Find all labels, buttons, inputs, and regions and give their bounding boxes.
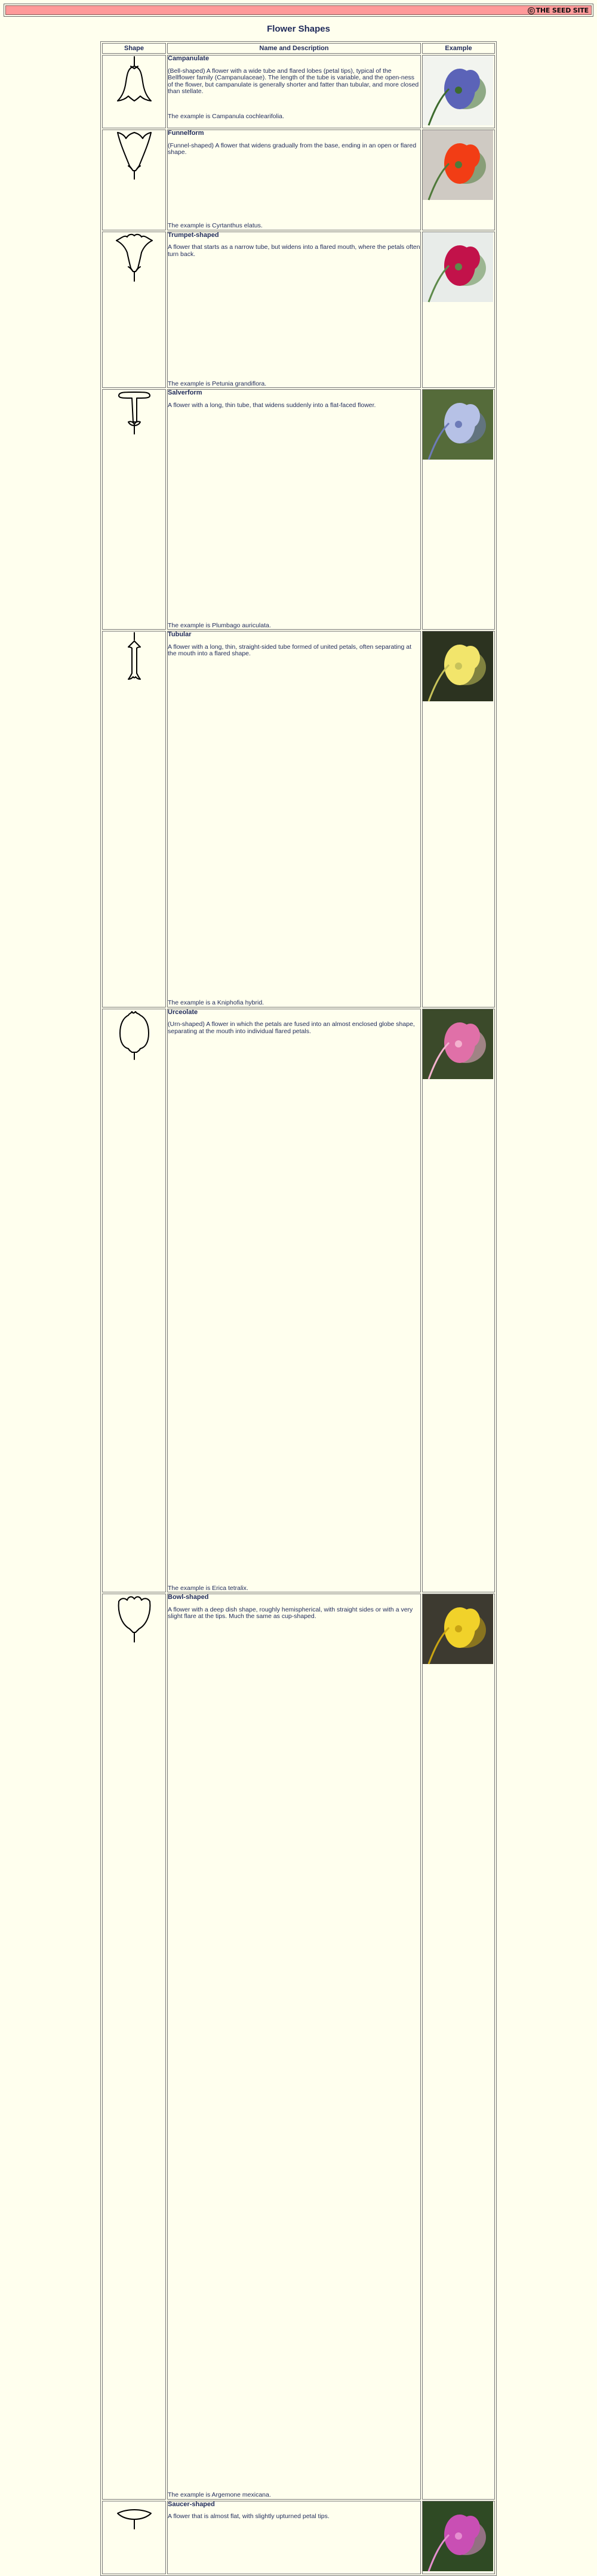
banner [4, 4, 593, 17]
description-cell [167, 389, 421, 630]
example-species-text: The example is a Kniphofia hybrid. [168, 999, 264, 1007]
example-photo [423, 1009, 493, 1079]
example-cell [422, 130, 495, 230]
example-species-text: The example is Argemone mexicana. [168, 2491, 271, 2499]
example-species-text: The example is Petunia grandiflora. [168, 380, 267, 387]
description-cell [167, 631, 421, 1007]
example-photo [423, 2501, 493, 2571]
funnelform-shape-icon [115, 130, 153, 181]
description-cell [167, 2501, 421, 2574]
example-cell [422, 1594, 495, 2500]
flower-shape-description: A flower with a long, thin tube, that widens suddenly into a flat-faced flower. [168, 401, 376, 409]
description-cell [167, 1009, 421, 1593]
flower-shape-description: A flower that is almost flat, with slightly upturned petal tips. [168, 2513, 330, 2520]
header-example: Example [422, 43, 495, 54]
table-row [102, 389, 495, 630]
flower-shape-description: A flower with a long, thin, straight-sided tube formed of united petals, often separating at the mouth into a flared shape. [168, 643, 411, 658]
flower-shape-description: (Urn-shaped) A flower in which the petals are fused into an almost enclosed globe shape, separating at the mouth into individual flared petals. [168, 1021, 415, 1035]
flower-shape-name: Urceolate [168, 1008, 198, 1016]
shape-cell [102, 130, 166, 230]
table-row [102, 130, 495, 230]
example-cell [422, 2501, 495, 2574]
flower-shape-name: Bowl-shaped [168, 1594, 209, 1601]
flower-shape-name: Tubular [168, 631, 192, 639]
shape-cell [102, 1594, 166, 2500]
shape-cell [102, 232, 166, 389]
copyright-icon: © [528, 8, 534, 14]
tubular-shape-icon [115, 631, 153, 683]
flower-shape-name: Funnelform [168, 130, 204, 137]
example-photo [423, 130, 493, 200]
shape-cell [102, 1009, 166, 1593]
salverform-shape-icon [115, 390, 153, 441]
description-cell [167, 130, 421, 230]
banner-bar [5, 5, 592, 15]
campanulate-shape-icon [115, 56, 153, 107]
header-shape: Shape [102, 43, 166, 54]
example-species-text: The example is Plumbago auriculata. [168, 621, 271, 629]
description-cell [167, 55, 421, 128]
example-cell [422, 1009, 495, 1593]
description-cell [167, 1594, 421, 2500]
example-species-text: The example is Cyrtanthus elatus. [168, 222, 263, 230]
table-row [102, 1594, 495, 2500]
flower-shape-name: Campanulate [168, 55, 210, 62]
trumpet-shape-icon [115, 232, 153, 284]
flower-shapes-table [100, 41, 497, 2576]
table-row [102, 1009, 495, 1593]
flower-shape-description: (Bell-shaped) A flower with a wide tube and flared lobes (petal tips), typical of the Bellflower family (Campanulaceae). The length of the tube is variable, and the open-ness of the flower, but campanulate is generally shorter and fatter than tubular, and more closed than stellate. [168, 67, 419, 95]
example-photo [423, 390, 493, 460]
flower-shape-description: (Funnel-shaped) A flower that widens gradually from the base, ending in an open or flared shape. [168, 141, 417, 156]
shape-cell [102, 631, 166, 1007]
example-photo [423, 56, 493, 125]
urceolate-shape-icon [115, 1009, 153, 1061]
example-species-text: The example is Erica tetralix. [168, 1584, 248, 1592]
example-photo [423, 631, 493, 701]
shape-cell [102, 2501, 166, 2574]
table-row [102, 631, 495, 1007]
example-photo [423, 232, 493, 302]
example-cell [422, 389, 495, 630]
flower-shape-name: Saucer-shaped [168, 2500, 215, 2508]
site-logo[interactable] [528, 6, 589, 16]
flower-shape-name: Salverform [168, 389, 202, 397]
flower-shape-description: A flower that starts as a narrow tube, but widens into a flared mouth, where the petals often turn back. [168, 244, 420, 258]
example-cell [422, 232, 495, 389]
page-title: Flower Shapes [267, 24, 330, 34]
flower-shape-description: A flower with a deep dish shape, roughly hemispherical, with straight sides or with a very slight flare at the tips. Much the same as cup-shaped. [168, 1606, 413, 1620]
shape-cell [102, 55, 166, 128]
saucer-shape-icon [115, 2501, 153, 2553]
example-photo [423, 1594, 493, 1664]
description-cell [167, 232, 421, 389]
example-species-text: The example is Campanula cochlearifolia. [168, 112, 284, 120]
table-row [102, 2501, 495, 2574]
shape-cell [102, 389, 166, 630]
header-row [102, 43, 495, 54]
bowl-shape-icon [115, 1594, 153, 1646]
flower-shape-name: Trumpet-shaped [168, 231, 219, 239]
example-cell [422, 55, 495, 128]
table-row [102, 55, 495, 128]
header-name-description: Name and Description [167, 43, 421, 54]
example-cell [422, 631, 495, 1007]
brand-name: THE SEED SITE [536, 7, 589, 14]
table-row [102, 232, 495, 389]
